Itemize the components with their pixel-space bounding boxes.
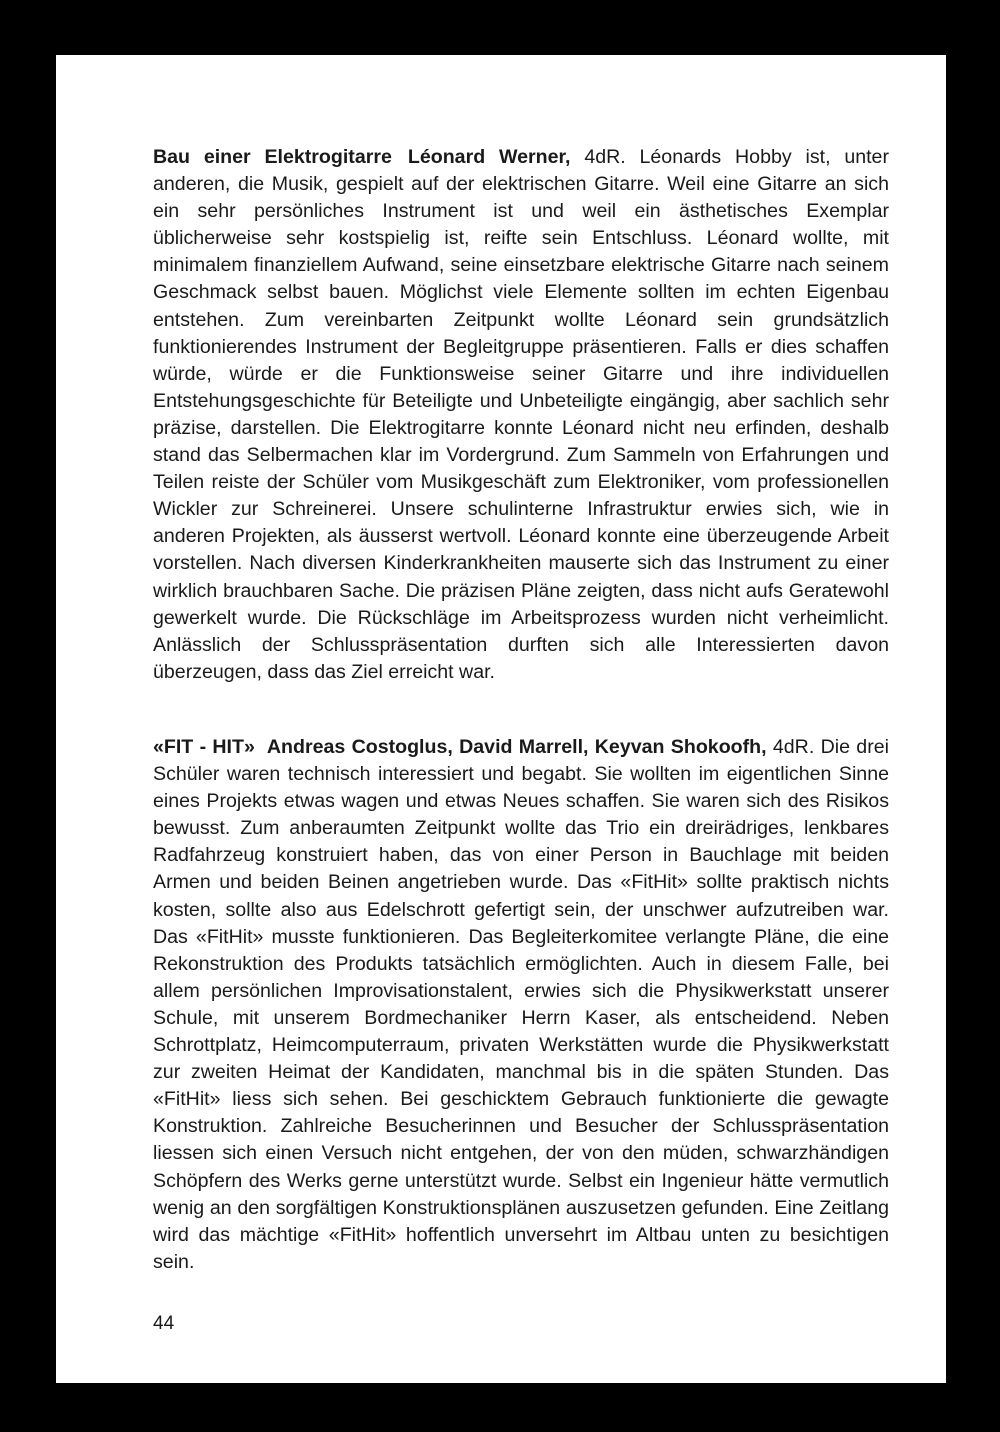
article-class: 4dR. bbox=[772, 736, 815, 758]
document-page bbox=[56, 55, 946, 1383]
article-body: Die drei Schüler waren technisch interessiert und begabt. Sie wollten im eigentlichen Sinne eines Projekts etwas wagen und etwas Neues schaffen. Sie waren sich des Risikos bewusst. Zum anberaumten Zeitpunkt wollte das Trio ein dreirädriges, lenkbares Radfahrzeug konstruiert haben, das von einer Person in Bauchlage mit beiden Armen und beiden Beinen angetrieben wurde. Das «FitHit» sollte praktisch nichts kosten, sollte also aus Edelschrott gefertigt sein, der unschwer aufzutreiben war. Das «FitHit» musste funktionieren. Das Begleiterkomitee verlangte Pläne, die eine Rekonstruktion des Produkts tatsächlich ermöglichten. Auch in diesem Falle, bei allem persönlichen Improvisationstalent, erwies sich die Physikwerkstatt unserer Schule, mit unserem Bordmechaniker Herrn Kaser, als entscheidend. Neben Schrottplatz, Heimcomputerraum, privaten Werkstätten wurde die Physikwerkstatt zur zweiten Heimat der Kandidaten, manchmal bis in die späten Stunden. Das «FitHit» liess sich sehen. Bei geschicktem Gebrauch funktionierte die gewagte Konstruktion. Zahlreiche Besucherinnen und Besucher der Schlusspräsentation liessen sich einen Versuch nicht entgehen, der von den müden, schwarzhändigen Schöpfern des Werks gerne unterstützt wurde. Selbst ein Ingenieur hätte vermutlich wenig an den sorgfältigen Konstruktionsplänen auszusetzen gefunden. Eine Zeitlang wird das mächtige «FitHit» hoffentlich unversehrt im Altbau unten zu besichtigen sein. bbox=[153, 736, 889, 1273]
article-title: «FIT - HIT» bbox=[153, 736, 255, 758]
article-class: 4dR. bbox=[584, 146, 626, 168]
article-author: Léonard Werner, bbox=[407, 146, 571, 168]
article-electric-guitar bbox=[153, 144, 889, 686]
article-title: Bau einer Elektrogitarre bbox=[153, 146, 392, 168]
article-fit-hit bbox=[153, 734, 889, 1276]
article-author: Andreas Costoglus, David Marrell, Keyvan Shokoofh, bbox=[266, 736, 767, 758]
page-number: 44 bbox=[153, 1313, 175, 1334]
article-body: Léonards Hobby ist, unter anderen, die Musik, gespielt auf der elektrischen Gitarre. Weil eine Gitarre an sich ein sehr persönliches Instrument ist und weil ein ästhetisches Exemplar üblicherweise sehr kostspielig ist, reifte sein Entschluss. Léonard wollte, mit minimalem finanziellem Aufwand, seine einsetzbare elektrische Gitarre nach seinem Geschmack selbst bauen. Möglichst viele Elemente sollten im echten Eigenbau entstehen. Zum vereinbarten Zeitpunkt wollte Léonard sein grundsätzlich funktionierendes Instrument der Begleitgruppe präsentieren. Falls er dies schaffen würde, würde er die Funktionsweise seiner Gitarre und ihre individuellen Entstehungsgeschichte für Beteiligte und Unbeteiligte eingängig, aber sachlich sehr präzise, darstellen. Die Elektrogitarre konnte Léonard nicht neu erfinden, deshalb stand das Selbermachen klar im Vordergrund. Zum Sammeln von Erfahrungen und Teilen reiste der Schüler vom Musikgeschäft zum Elektroniker, vom professionellen Wickler zur Schreinerei. Unsere schulinterne Infrastruktur erwies sich, wie in anderen Projekten, als äusserst wertvoll. Léonard konnte eine überzeugende Arbeit vorstellen. Nach diversen Kinderkrankheiten mauserte sich das Instrument zu einer wirklich brauchbaren Sache. Die präzisen Pläne zeigten, dass nicht aufs Geratewohl gewerkelt wurde. Die Rückschläge im Arbeitsprozess wurden nicht verheimlicht. Anlässlich der Schlusspräsentation durften sich alle Interessierten davon überzeugen, dass das Ziel erreicht war. bbox=[153, 146, 889, 683]
